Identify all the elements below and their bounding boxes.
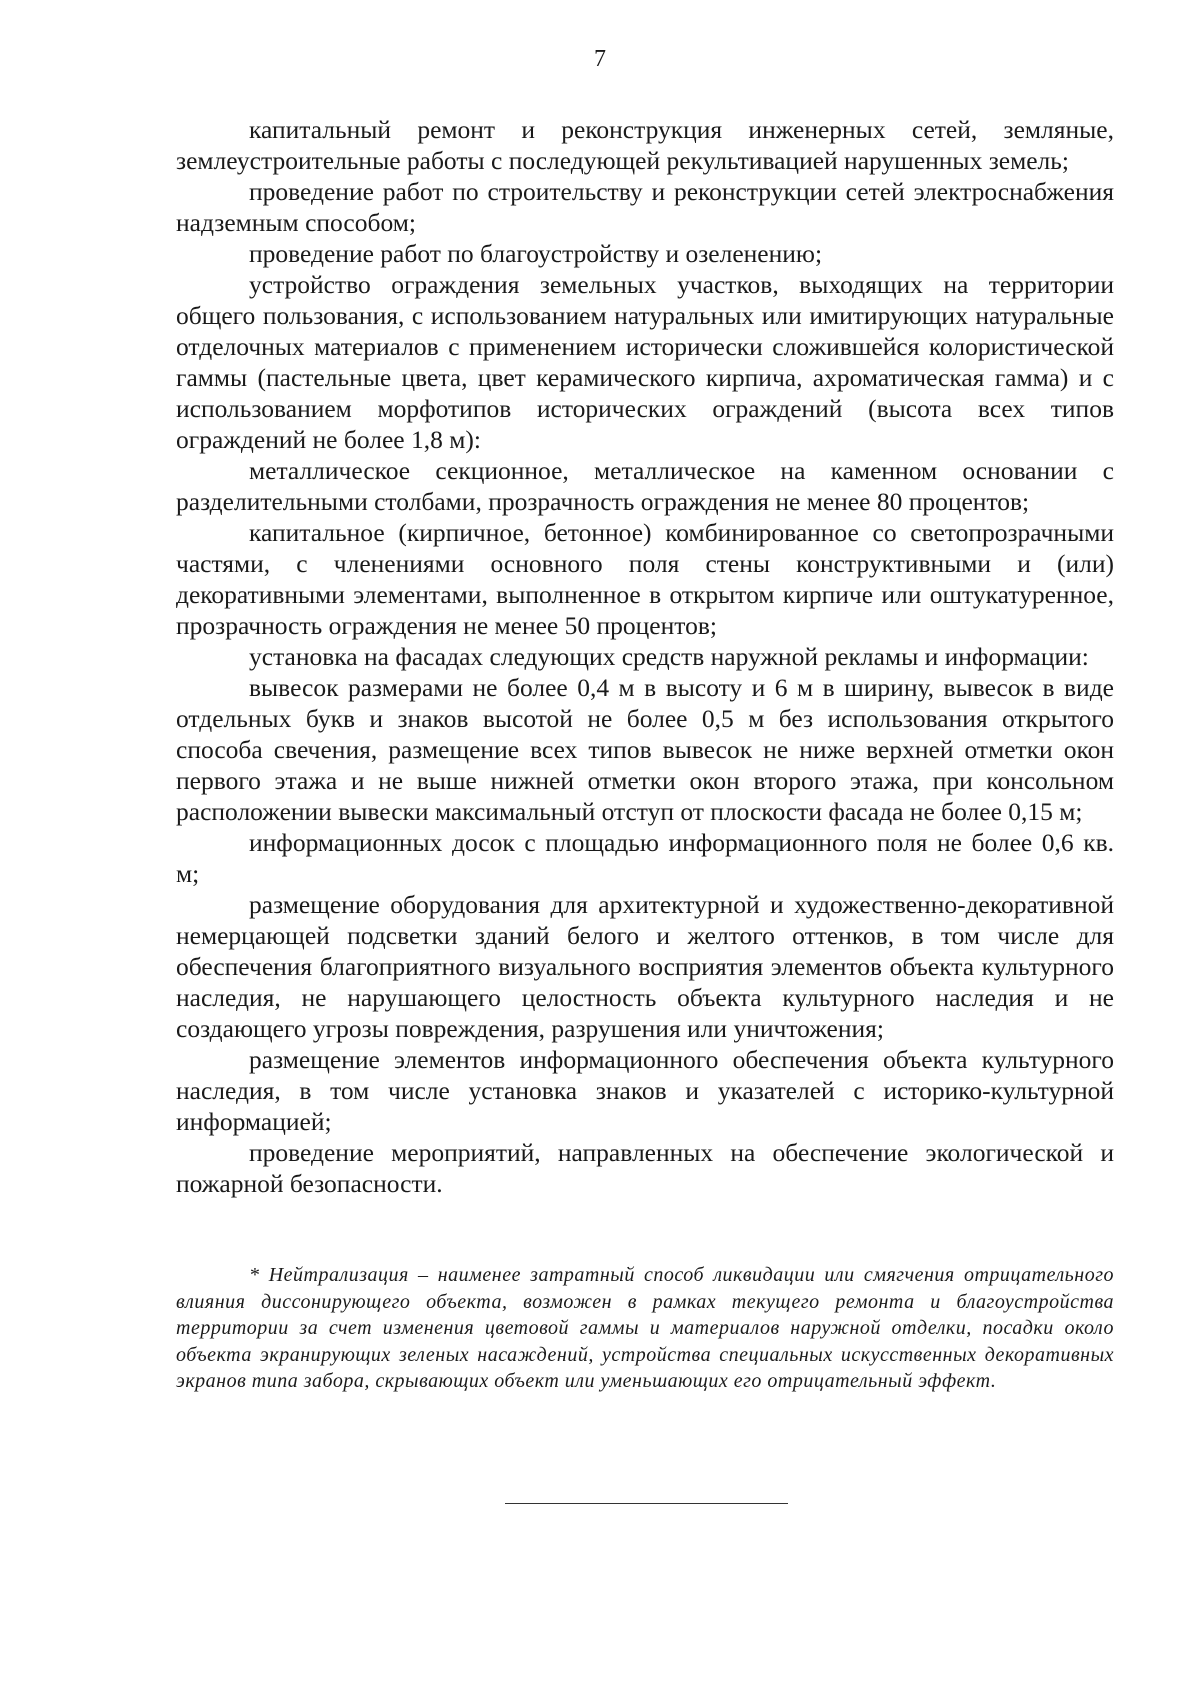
paragraph: проведение мероприятий, направленных на обеспечение экологической и пожарной безопасности. <box>176 1138 1114 1198</box>
paragraph: капитальный ремонт и реконструкция инженерных сетей, земляные, землеустроительные работы с последующей рекультивацией нарушенных земель; <box>176 115 1114 175</box>
paragraph: установка на фасадах следующих средств наружной рекламы и информации: <box>249 642 1089 671</box>
paragraph: размещение элементов информационного обеспечения объекта культурного наследия, в том числе установка знаков и указателей с историко-культурной информацией; <box>176 1045 1114 1136</box>
paragraph: капитальное (кирпичное, бетонное) комбинированное со светопрозрачными частями, с членениями основного поля стены конструктивными и (или) декоративными элементами, выполненное в открытом кирпиче или оштукатуренное, прозрачность ограждения не менее 50 процентов; <box>176 518 1114 640</box>
paragraph: проведение работ по строительству и реконструкции сетей электроснабжения надземным способом; <box>176 177 1114 237</box>
paragraph: металлическое секционное, металлическое на каменном основании с разделительными столбами, прозрачность ограждения не менее 80 процентов; <box>176 456 1114 516</box>
paragraph: информационных досок с площадью информационного поля не более 0,6 кв. м; <box>176 828 1114 888</box>
footnote-text: * Нейтрализация – наименее затратный способ ликвидации или смягчения отрицательного влияния диссонирующего объекта, возможен в рамках текущего ремонта и благоустройства территории за счет изменения цветовой гаммы и материалов наружной отделки, посадки около объекта экранирующих зеленых насаждений, устройства специальных искусственных декоративных экранов типа забора, скрывающих объект или уменьшающих его отрицательный эффект. <box>176 1264 1114 1392</box>
paragraph: вывесок размерами не более 0,4 м в высоту и 6 м в ширину, вывесок в виде отдельных букв и знаков высотой не более 0,5 м без использования открытого способа свечения, размещение всех типов вывесок не ниже верхней отметки окон первого этажа и не выше нижней отметки окон второго этажа, при консольном расположении вывески максимальный отступ от плоскости фасада не более 0,15 м; <box>176 673 1114 826</box>
document-body <box>176 114 1114 1199</box>
paragraph: проведение работ по благоустройству и озеленению; <box>249 239 823 268</box>
end-divider-line <box>505 1503 788 1504</box>
footnote <box>176 1262 1114 1395</box>
page-number: 7 <box>594 46 606 72</box>
paragraph: устройство ограждения земельных участков, выходящих на территории общего пользования, с использованием натуральных или имитирующих натуральные отделочных материалов с применением исторически сложившейся колористической гаммы (пастельные цвета, цвет керамического кирпича, ахроматическая гамма) и с использованием морфотипов исторических ограждений (высота всех типов ограждений не более 1,8 м): <box>176 270 1114 454</box>
paragraph: размещение оборудования для архитектурной и художественно-декоративной немерцающей подсветки зданий белого и желтого оттенков, в том числе для обеспечения благоприятного визуального восприятия элементов объекта культурного наследия, не нарушающего целостность объекта культурного наследия и не создающего угрозы повреждения, разрушения или уничтожения; <box>176 890 1114 1043</box>
